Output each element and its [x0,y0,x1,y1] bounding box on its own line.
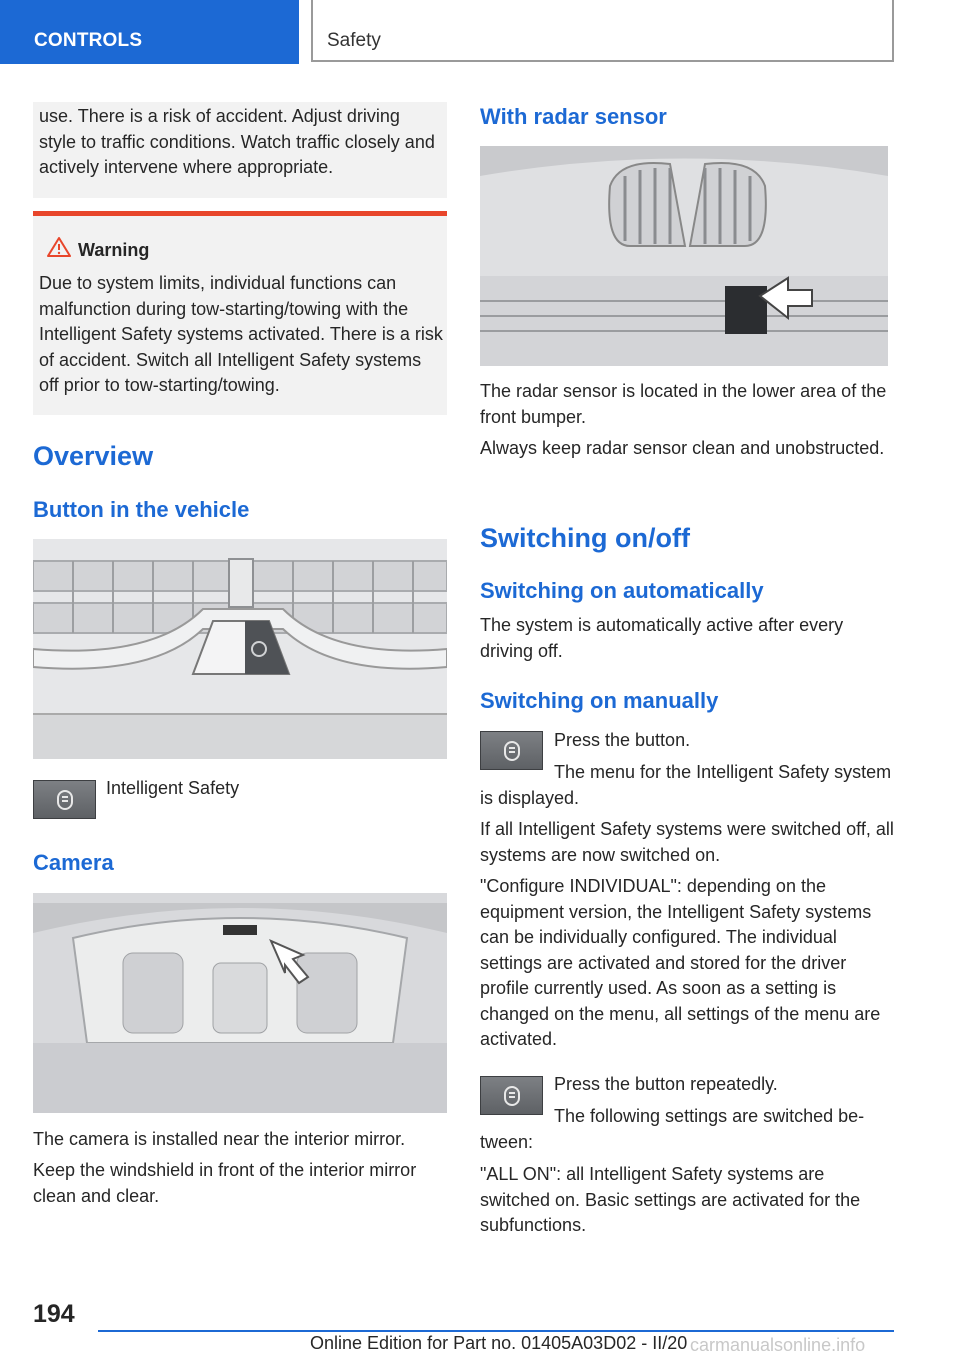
warning-text: Due to system limits, individual functions can malfunction during tow-starting/towing with the Intelligent Safety systems activated. There is a risk of accident. Switch all Intelligent Safety systems off prior to tow-starting/towing. [39,273,443,395]
auto-text: The system is automatically active after every driving off. [480,615,844,661]
manual-text-2: "Configure INDIVIDUAL": depending on the equipment version, the Intelligent Safety systems can be individually configured. The individual settings are activated and stored for the driver profile currently used. As soon as a setting is changed on the menu, all settings of the menu are activated. [480,876,881,1049]
radar-text-1: The radar sensor is located in the lower area of the front bumper. [480,381,887,427]
manual-heading: Switching on manually [480,688,719,713]
chapter-label: CONTROLS [34,30,143,51]
watermark: carmanualsonline.info [690,1335,866,1355]
overview-heading: Overview [33,441,154,471]
radar-illustration [480,146,888,366]
camera-illustration [33,893,447,1113]
intelligent-safety-icon [502,1086,522,1106]
button-heading: Button in the vehicle [33,497,250,522]
topic-tab [311,0,894,62]
chapter-tab [0,0,299,64]
manual-press: Press the button. [554,730,691,750]
camera-text-1: The camera is installed near the interior mirror. [33,1129,406,1149]
all-on-text: "ALL ON": all Intelligent Safety systems are switched on. Basic settings are activated for the subfunctions. [480,1164,861,1235]
warning-box [33,216,447,415]
intelligent-safety-icon [502,741,522,761]
intelligent-safety-icon [55,790,75,810]
repeat-settings: The following settings are switched between: [480,1106,865,1152]
note-text: use. There is a risk of accident. Adjust driving style to traffic conditions. Watch traffic closely and actively intervene where appropriate. [39,106,435,177]
warning-title: Warning [78,240,150,260]
note-box [33,102,447,198]
manual-text-1: If all Intelligent Safety systems were switched off, all systems are now switched on. [480,819,894,865]
edition-text: Online Edition for Part no. 01405A03D02 - II/20 [310,1333,688,1353]
button-illustration [33,539,447,759]
warning-triangle-icon [46,236,72,258]
radar-heading: With radar sensor [480,104,667,129]
footer-rule [98,1330,894,1332]
switching-heading: Switching on/off [480,523,690,553]
radar-text-2: Always keep radar sensor clean and unobstructed. [480,438,885,458]
manual-menu: The menu for the Intelligent Safety system is displayed. [480,762,892,808]
camera-text-2: Keep the windshield in front of the interior mirror clean and clear. [33,1160,417,1206]
repeat-press: Press the button repeatedly. [554,1074,778,1094]
intelligent-safety-button-icon [33,780,96,819]
camera-heading: Camera [33,850,114,875]
page-number: 194 [33,1300,75,1328]
button-caption: Intelligent Safety [106,778,240,798]
auto-heading: Switching on automatically [480,578,764,603]
topic-label: Safety [327,30,381,51]
